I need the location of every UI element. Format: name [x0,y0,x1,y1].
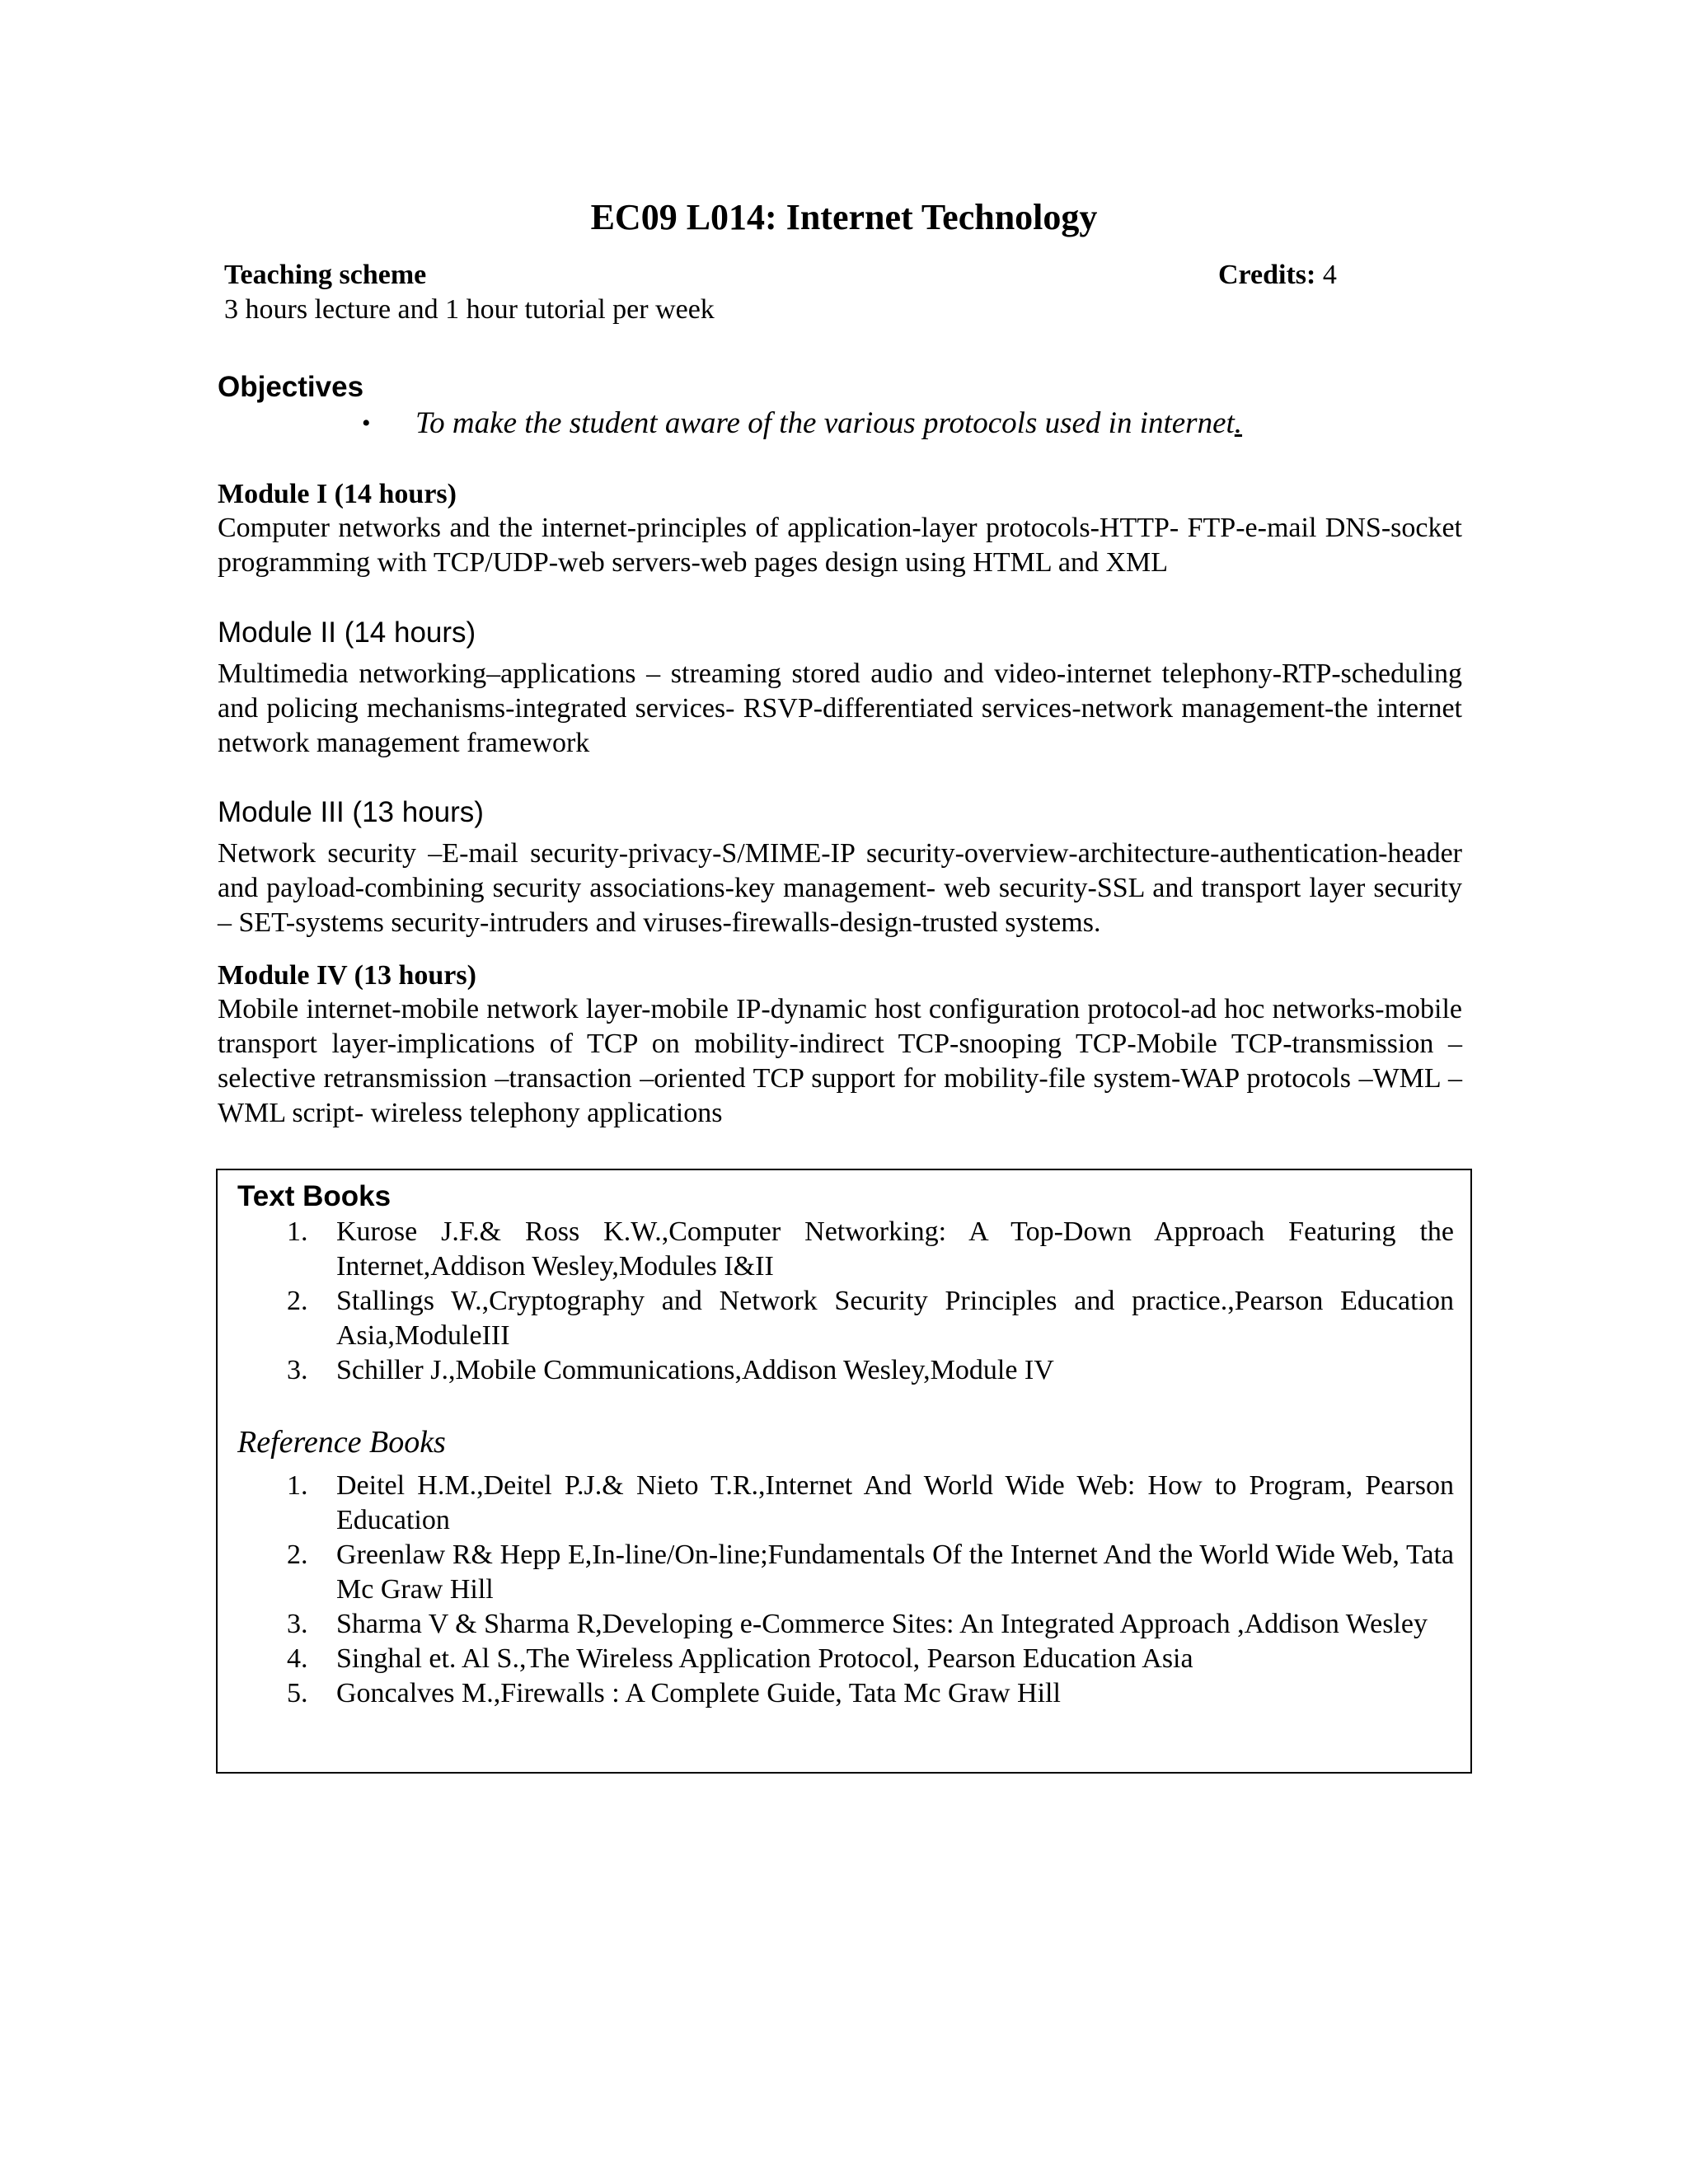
book-text: Kurose J.F.& Ross K.W.,Computer Networking: A Top-Down Approach Featuring the Internet,Addison Wesley,Modules I&II [336,1216,1454,1282]
module-4-body: Mobile internet-mobile network layer-mobile IP-dynamic host configuration protocol-ad hoc networks-mobile transport layer-implications of TCP on mobility-indirect TCP-snooping TCP-Mobile TCP-transmission –selective retransmission –transaction –oriented TCP support for mobility-file system-WAP protocols –WML –WML script- wireless telephony applications [218,994,1462,1128]
module-3-body: Network security –E-mail security-privacy-S/MIME-IP security-overview-architecture-authentication-header and payload-combining security associations-key management- web security-SSL and transport layer security – SET-systems security-intruders and viruses-firewalls-design-trusted systems. [218,838,1462,938]
list-number: 1. [287,1216,308,1247]
list-item [280,1538,1454,1607]
text-books-heading: Text Books [237,1180,392,1212]
reference-books-list [280,1469,1454,1711]
list-item [280,1215,1454,1284]
objective-text: To make the student aware of the various protocols used in internet [415,406,1235,440]
list-number: 1. [287,1470,308,1501]
page-title: EC09 L014: Internet Technology [590,197,1098,237]
module-2-body: Multimedia networking–applications – streaming stored audio and video-internet telephony-RTP-scheduling and policing mechanisms-integrated services- RSVP-differentiated services-network management-the internet network management framework [218,658,1462,758]
objective-item [363,404,1242,443]
module-4-heading: Module IV (13 hours) [218,960,476,991]
module-2-heading: Module II (14 hours) [218,616,476,649]
list-item [280,1676,1454,1711]
credits-label: Credits: [1218,260,1316,290]
book-text: Greenlaw R& Hepp E,In-line/On-line;Fundamentals Of the Internet And the World Wide Web, Tata Mc Graw Hill [336,1540,1454,1605]
list-item [280,1353,1454,1388]
book-text: Stallings W.,Cryptography and Network Security Principles and practice.,Pearson Education Asia,ModuleIII [336,1286,1454,1351]
list-number: 2. [287,1540,308,1570]
list-item [280,1642,1454,1676]
list-item [280,1284,1454,1353]
objective-end: . [1234,406,1243,440]
text-books-list [280,1215,1454,1388]
objectives-heading: Objectives [218,371,364,403]
list-item [280,1607,1454,1642]
teaching-hours: 3 hours lecture and 1 hour tutorial per week [224,294,715,325]
bullet-icon: • [362,410,371,437]
list-number: 4. [287,1643,308,1674]
module-3-heading: Module III (13 hours) [218,796,484,828]
book-text: Sharma V & Sharma R,Developing e-Commerce Sites: An Integrated Approach ,Addison Wesley [336,1609,1428,1639]
credits-value: 4 [1322,260,1337,290]
list-number: 5. [287,1678,308,1708]
book-text: Deitel H.M.,Deitel P.J.& Nieto T.R.,Internet And World Wide Web: How to Program, Pearson Education [336,1470,1454,1535]
module-1-body: Computer networks and the internet-principles of application-layer protocols-HTTP- FTP-e-mail DNS-socket programming with TCP/UDP-web servers-web pages design using HTML and XML [218,513,1462,578]
list-item [280,1469,1454,1538]
list-number: 2. [287,1286,308,1316]
book-text: Schiller J.,Mobile Communications,Addison Wesley,Module IV [336,1355,1054,1385]
book-text: Singhal et. Al S.,The Wireless Application Protocol, Pearson Education Asia [336,1643,1193,1674]
credits [1218,257,1337,293]
module-1-heading: Module I (14 hours) [218,479,457,509]
book-text: Goncalves M.,Firewalls : A Complete Guide, Tata Mc Graw Hill [336,1678,1061,1708]
reference-books-heading: Reference Books [237,1425,446,1460]
list-number: 3. [287,1355,308,1385]
teaching-scheme-label: Teaching scheme [224,260,427,290]
list-number: 3. [287,1609,308,1639]
